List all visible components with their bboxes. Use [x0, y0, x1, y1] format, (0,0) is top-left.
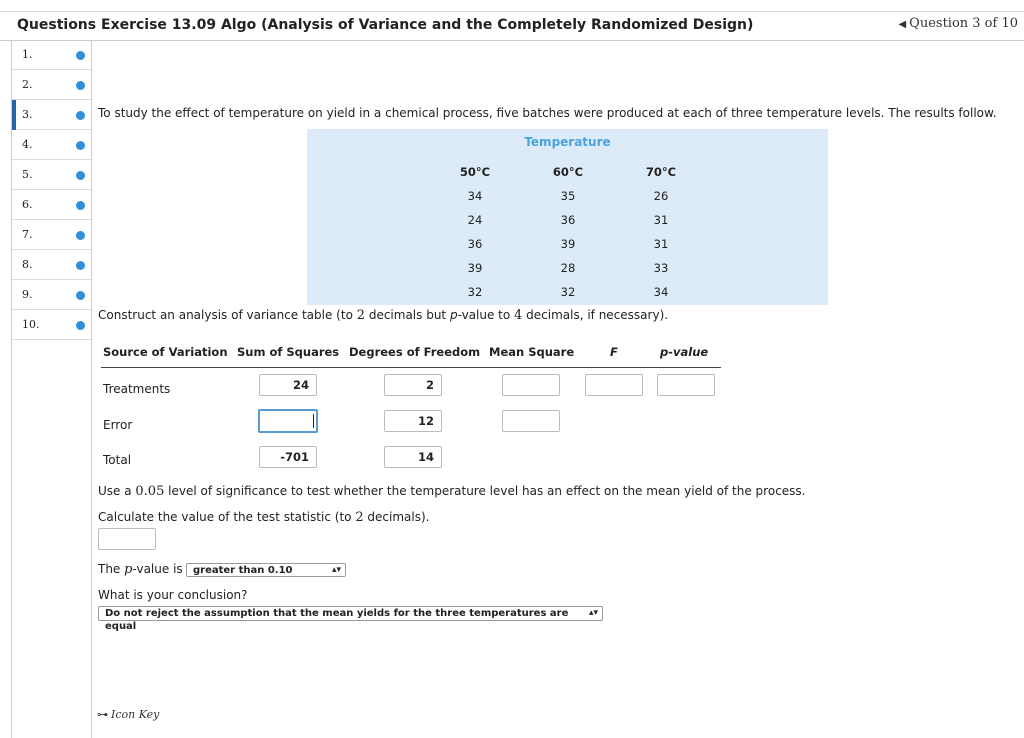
row-label-total: Total — [103, 453, 132, 467]
pvalue-text: -value is — [132, 562, 183, 576]
temperature-title: Temperature — [524, 135, 611, 149]
sidebar-item-9[interactable] — [12, 280, 91, 310]
sidebar-item-4[interactable] — [12, 130, 91, 160]
problem-prompt: To study the effect of temperature on yield in a chemical process, five batches were produced at each of three temperature levels. The results follow. — [98, 106, 997, 120]
sidebar-item-label[interactable]: 10. — [22, 318, 40, 331]
statistic-text: Calculate the value of the test statistic (to — [98, 510, 356, 524]
table-cell: 34 — [653, 285, 669, 299]
anova-header-rule — [101, 367, 721, 368]
question-nav-label[interactable]: Question 3 of 10 — [909, 16, 1018, 31]
pvalue-select[interactable] — [186, 563, 346, 577]
statistic-text: decimals). — [363, 510, 430, 524]
treatments-ss-input[interactable]: 24 — [259, 374, 317, 396]
table-cell: 31 — [653, 213, 669, 227]
table-cell: 33 — [653, 261, 669, 275]
status-dot-icon — [76, 291, 85, 300]
treatments-pvalue-input[interactable] — [657, 374, 715, 396]
select-arrows-icon[interactable]: ▴▾ — [331, 565, 341, 575]
sidebar-item-1[interactable] — [12, 40, 91, 70]
status-dot-icon — [76, 141, 85, 150]
statistic-instruction — [98, 510, 429, 525]
table-cell: 35 — [560, 189, 576, 203]
table-cell: 31 — [653, 237, 669, 251]
construct-text: -value to — [457, 308, 515, 322]
total-ss-input[interactable]: -701 — [259, 446, 317, 468]
construct-text: decimals, if necessary). — [522, 308, 669, 322]
question-nav[interactable] — [898, 16, 1018, 31]
anova-header-ss: Sum of Squares — [237, 345, 340, 359]
table-cell: 36 — [467, 237, 483, 251]
sidebar-item-label[interactable]: 9. — [22, 288, 33, 301]
anova-header-ms: Mean Square — [489, 345, 575, 359]
error-df-input[interactable]: 12 — [384, 410, 442, 432]
sidebar-item-label[interactable]: 3. — [22, 108, 33, 121]
sidebar-item-label[interactable]: 4. — [22, 138, 33, 151]
significance-text: level of significance to test whether the temperature level has an effect on the mean yield of the process. — [164, 484, 806, 498]
icon-key[interactable] — [97, 708, 159, 721]
status-dot-icon — [76, 81, 85, 90]
status-dot-icon — [76, 261, 85, 270]
row-label-error: Error — [103, 418, 133, 432]
row-label-treatments: Treatments — [103, 382, 171, 396]
error-ss-input[interactable] — [258, 409, 318, 433]
icon-key-label[interactable]: Icon Key — [111, 708, 160, 721]
table-cell: 28 — [560, 261, 576, 275]
key-icon[interactable]: ⊶ — [97, 708, 108, 721]
anova-header-f: F — [610, 345, 618, 359]
construct-instruction — [98, 308, 668, 323]
questions-heading: Questions — [17, 17, 97, 33]
sidebar-item-5[interactable] — [12, 160, 91, 190]
treatments-ms-input[interactable] — [502, 374, 560, 396]
table-cell: 26 — [653, 189, 669, 203]
sidebar-item-2[interactable] — [12, 70, 91, 100]
sidebar-item-label[interactable]: 5. — [22, 168, 33, 181]
construct-p-italic: p — [449, 308, 458, 322]
header-60c: 60°C — [552, 165, 584, 179]
treatments-df-input[interactable]: 2 — [384, 374, 442, 396]
status-dot-icon — [76, 321, 85, 330]
sidebar-item-7[interactable] — [12, 220, 91, 250]
anova-header-pvalue: p-value — [660, 345, 709, 359]
status-dot-icon — [76, 171, 85, 180]
sidebar-item-6[interactable] — [12, 190, 91, 220]
question-content — [91, 40, 1024, 738]
header-bar — [0, 12, 1024, 41]
status-dot-icon — [76, 51, 85, 60]
status-dot-icon — [76, 111, 85, 120]
construct-text: Construct an analysis of variance table (to — [98, 308, 357, 322]
sidebar-item-label[interactable]: 6. — [22, 198, 33, 211]
temperature-table — [307, 129, 828, 305]
table-cell: 39 — [560, 237, 576, 251]
sidebar-item-10[interactable] — [12, 310, 91, 340]
anova-header-source: Source of Variation — [103, 345, 228, 359]
construct-pvalue-decimals: 4 — [514, 308, 523, 323]
significance-text: Use a — [98, 484, 136, 498]
sidebar-item-label[interactable]: 2. — [22, 78, 33, 91]
conclusion-question: What is your conclusion? — [98, 588, 248, 602]
pvalue-text: The — [98, 562, 125, 576]
treatments-f-input[interactable] — [585, 374, 643, 396]
text-cursor — [313, 414, 314, 428]
pvalue-statement — [98, 562, 183, 577]
total-df-input[interactable]: 14 — [384, 446, 442, 468]
anova-header-df: Degrees of Freedom — [349, 345, 481, 359]
table-cell: 34 — [467, 189, 483, 203]
question-sidebar — [11, 40, 92, 738]
construct-decimals: 2 — [356, 308, 366, 323]
table-cell: 39 — [467, 261, 483, 275]
status-dot-icon — [76, 231, 85, 240]
construct-text: decimals but — [365, 308, 450, 322]
pvalue-select-value[interactable]: greater than 0.10 — [193, 565, 293, 576]
sidebar-item-label[interactable]: 1. — [22, 48, 33, 61]
active-indicator — [12, 100, 16, 130]
significance-level: 0.05 — [135, 484, 165, 499]
statistic-decimals: 2 — [355, 510, 364, 525]
sidebar-item-label[interactable]: 7. — [22, 228, 33, 241]
sidebar-item-3[interactable] — [12, 100, 91, 130]
significance-instruction — [98, 484, 806, 499]
test-statistic-input[interactable] — [98, 528, 156, 550]
table-cell: 24 — [467, 213, 483, 227]
triangle-left-icon[interactable]: ◀ — [898, 19, 907, 30]
table-cell: 36 — [560, 213, 576, 227]
header-50c: 50°C — [459, 165, 491, 179]
sidebar-item-8[interactable] — [12, 250, 91, 280]
header-70c: 70°C — [645, 165, 677, 179]
error-ms-input[interactable] — [502, 410, 560, 432]
exercise-title: Exercise 13.09 Algo (Analysis of Variance and the Completely Randomized Design) — [101, 17, 754, 33]
table-cell: 32 — [467, 285, 483, 299]
pvalue-p-italic: p — [124, 562, 133, 577]
select-arrows-icon[interactable]: ▴▾ — [588, 608, 598, 618]
conclusion-select[interactable] — [98, 606, 603, 632]
table-cell: 32 — [560, 285, 576, 299]
sidebar-item-label[interactable]: 8. — [22, 258, 33, 271]
conclusion-select-value[interactable]: Do not reject the assumption that the mean yields for the three temperatures are equal — [105, 608, 569, 632]
status-dot-icon — [76, 201, 85, 210]
